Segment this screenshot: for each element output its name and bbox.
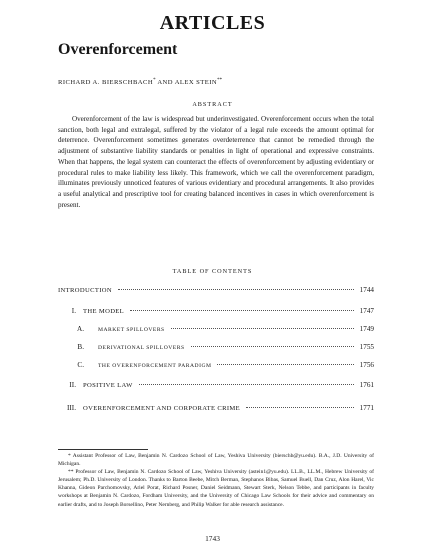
author-name: ALEX STEIN: [174, 79, 218, 87]
footnote: ** Professor of Law, Benjamin N. Cardozo School of Law, Yeshiva University (astein1@yu.edu). LL.B., LL.M., Hebrew University of Jerusalem; Ph.D. University of London. Thanks to Barton Beebe, Mitch Berman, Stephanos Bibas, Samuel Buell, Dan Cruz, Alon Harel, Vic Khanna, Gideon Parchomovsky, Ariel Porat, Richard Posner, Daniel Seidmann, Stewart Sterk, Nelson Tebbe, and participants in faculty workshops at Benjamin N. Cardozo, Fordham University, and the University of Chicago Law Schools for their advice and commentary on earlier drafts, and to Joseph Borsellino, Peter Nernberg, and Philip Walker for able research assistance.: [58, 469, 374, 508]
footnote-mark: **: [217, 78, 223, 83]
toc-entry-page: 1761: [359, 381, 374, 389]
toc-entry-number: II.: [69, 381, 76, 389]
toc-dot-leader: [191, 346, 354, 347]
toc-entry-label: INTRODUCTION: [58, 287, 113, 294]
toc-entry-introduction[interactable]: [58, 286, 374, 296]
toc-entry-corporate-crime[interactable]: [58, 404, 374, 414]
abstract-heading: ABSTRACT: [192, 101, 233, 108]
toc-entry-overenforcement-paradigm[interactable]: [58, 361, 374, 371]
toc-entry-label: DERIVATIONAL SPILLOVERS: [98, 345, 185, 351]
toc-dot-leader: [139, 384, 354, 385]
toc-dot-leader: [130, 310, 354, 311]
section-title: ARTICLES: [159, 12, 266, 34]
toc-entry-the-model[interactable]: [58, 307, 374, 317]
toc-entry-page: 1744: [359, 286, 374, 294]
author-line: [58, 78, 222, 86]
toc-entry-number: A.: [77, 325, 84, 333]
toc-entry-label: POSITIVE LAW: [83, 382, 133, 389]
footnotes: [58, 452, 374, 509]
toc-entry-label: THE OVERENFORCEMENT PARADIGM: [98, 363, 212, 369]
toc-dot-leader: [217, 364, 353, 365]
toc-entry-number: B.: [77, 343, 84, 351]
toc-entry-page: 1756: [359, 361, 374, 369]
toc-entry-number: C.: [77, 361, 84, 369]
toc-entry-page: 1747: [359, 307, 374, 315]
toc-entry-number: I.: [71, 307, 76, 315]
toc-entry-page: 1755: [359, 343, 374, 351]
toc-dot-leader: [171, 328, 354, 329]
toc-entry-label: THE MODEL: [83, 308, 125, 315]
page-number: 1743: [205, 534, 220, 543]
toc-entry-number: III.: [67, 404, 76, 412]
toc-dot-leader: [246, 407, 354, 408]
toc-entry-page: 1749: [359, 325, 374, 333]
toc-heading: TABLE OF CONTENTS: [172, 268, 253, 275]
author-name: RICHARD A. BIERSCHBACH: [58, 79, 154, 87]
toc-entry-label: OVERENFORCEMENT AND CORPORATE CRIME: [83, 405, 241, 412]
footnote: * Assistant Professor of Law, Benjamin N. Cardozo School of Law, Yeshiva University (bierschb@yu.edu). B.A., J.D. University of Michigan.: [58, 453, 374, 468]
toc-entry-market-spillovers[interactable]: [58, 325, 374, 335]
toc-entry-page: 1771: [359, 404, 374, 412]
toc-entry-derivational-spillovers[interactable]: [58, 343, 374, 353]
toc-dot-leader: [118, 289, 354, 290]
toc-entry-label: MARKET SPILLOVERS: [98, 327, 165, 333]
footnote-mark: *: [153, 78, 156, 83]
article-title: Overenforcement: [58, 41, 178, 58]
footnote-divider: [58, 449, 148, 450]
author-connector: AND: [157, 79, 173, 87]
abstract-text: Overenforcement of the law is widespread but underinvestigated. Overenforcement occurs when the total sanction, both legal and extralegal, suffered by the violator of a legal rule exceeds the amount optimal for deterrence. Overenforcement sometimes generates overdeterrence that cannot be remedied through the adjustment of substantive liability standards or penalties in light of operational and expressive constraints. When that happens, the legal system can counteract the effects of overenforcement by adjusting evidentiary or procedural rules to make liability less likely. This framework, which we call the overenforcement paradigm, illuminates previously unnoticed features of various evidentiary and procedural arrangements. It also provides a useful analytical and prescriptive tool for creating balanced incentives in cases in which overenforcement is present.: [58, 115, 374, 209]
toc-entry-positive-law[interactable]: [58, 381, 374, 391]
